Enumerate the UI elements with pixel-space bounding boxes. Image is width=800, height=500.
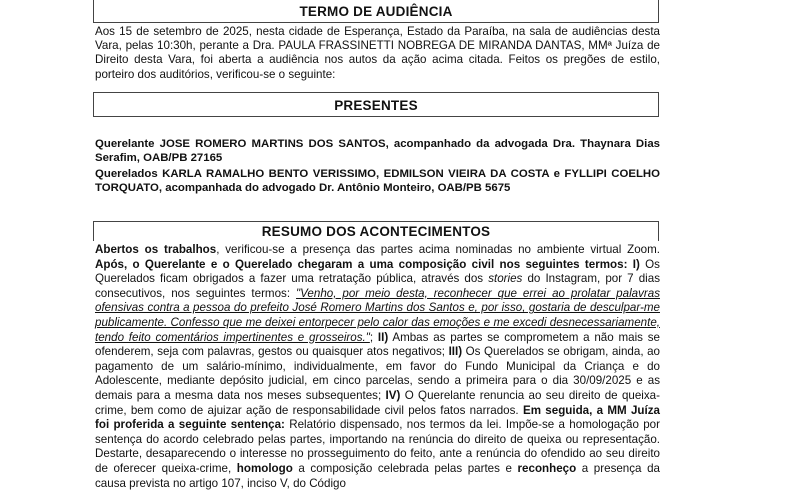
item-3-numeral: III) (445, 345, 463, 359)
termo-heading: TERMO DE AUDIÊNCIA (93, 0, 659, 23)
item-3-text: Os Querelados se obrigam, ainda, ao pagamento de um salário-mínimo, individualmente, em favor do Fundo Municipal da Criança e do Adolescente, mediante depósito judicial, em cinco parcelas, sendo a primeira para o dia 30/09/2025 e as demais para a mesma data nos meses subsequentes; (95, 345, 660, 402)
stories-word: stories (488, 272, 523, 286)
abertos-text: , verificou-se a presença das partes acima nominadas no ambiente virtual Zoom. (216, 243, 660, 256)
sentenca-label: Em seguida, a MM Juíza foi proferida a seguinte sentença: (95, 403, 660, 432)
querelante-paragraph: Querelante JOSE ROMERO MARTINS DOS SANTOS, acompanhado da advogada Dra. Thaynara Dias Serafim, OAB/PB 27165 (95, 138, 660, 165)
item-2-text: Ambas as partes se comprometem a não mais se ofenderem, seja com palavras, gestos ou quaisquer atos negativos; (95, 330, 660, 359)
item-1-text-a: Os Querelados ficam obrigados a fazer uma retratação pública, através dos (95, 257, 660, 286)
resumo-paragraph (95, 243, 660, 491)
apos-label: Após, o Querelante e o Querelado chegaram a uma composição civil nos seguintes termos: (95, 257, 628, 271)
after-reconheco-text: a presença da causa prevista no artigo 107, inciso V, do Código (95, 461, 660, 490)
item-4-numeral: IV) (381, 388, 401, 402)
resumo-heading: RESUMO DOS ACONTECIMENTOS (93, 221, 659, 241)
reconheco-word: reconheço (517, 461, 577, 475)
querelados-paragraph: Querelados KARLA RAMALHO BENTO VERISSIMO, EDMILSON VIEIRA DA COSTA e FYLLIPI COELHO TORQUATO, acompanhada do advogado Dr. Antônio Monteiro, OAB/PB 5675 (95, 168, 660, 195)
item-1-numeral: I) (627, 257, 640, 271)
sentenca-text: Relatório dispensado, nos termos da lei. Impõe-se a homologação por sentença do acordo celebrado pelas partes, importando na renúncia do direito de queixa ou representação. Destarte, desaparecendo o interesse no prosseguimento do feito, ante a renúncia do ofendido ao seu direito de oferecer queixa-crime, (95, 418, 660, 475)
item-4-text: O Querelante renuncia ao seu direito de queixa-crime, bem como de ajuizar ação de responsabilidade civil pelos fatos narrados. (95, 388, 660, 417)
abertos-label: Abertos os trabalhos (95, 243, 217, 256)
retratacao-quote: "Venho, por meio desta, reconhecer que errei ao prolatar palavras ofensivas contra a pessoa do prefeito José Romero Martins dos Santos e, por isso, gostaria de desculpar-me publicamente. Confesso que me deixei entorpecer pelo calor das emoções e me excedi desnecessariamente, tendo feito comentários impertinentes e grosseiros." (95, 286, 660, 344)
intro-paragraph: Aos 15 de setembro de 2025, nesta cidade de Esperança, Estado da Paraíba, na sala de audiências desta Vara, pelas 10:30h, perante a Dra. PAULA FRASSINETTI NOBREGA DE MIRANDA DANTAS, MMª Juíza de Direito desta Vara, foi aberta a audiência nos autos da ação acima citada. Feitos os pregões de estilo, porteiro dos auditórios, verificou-se o seguinte: (95, 25, 660, 81)
after-homologo-text: a composição celebrada pelas partes e (292, 461, 518, 475)
item-1-text-c: ; (369, 330, 374, 344)
presentes-heading: PRESENTES (93, 92, 659, 117)
item-2-numeral: II) (373, 330, 389, 344)
item-1-text-b: do Instagram, por 7 dias consecutivos, nos seguintes termos: (95, 272, 660, 300)
homologo-word: homologo (236, 461, 293, 475)
